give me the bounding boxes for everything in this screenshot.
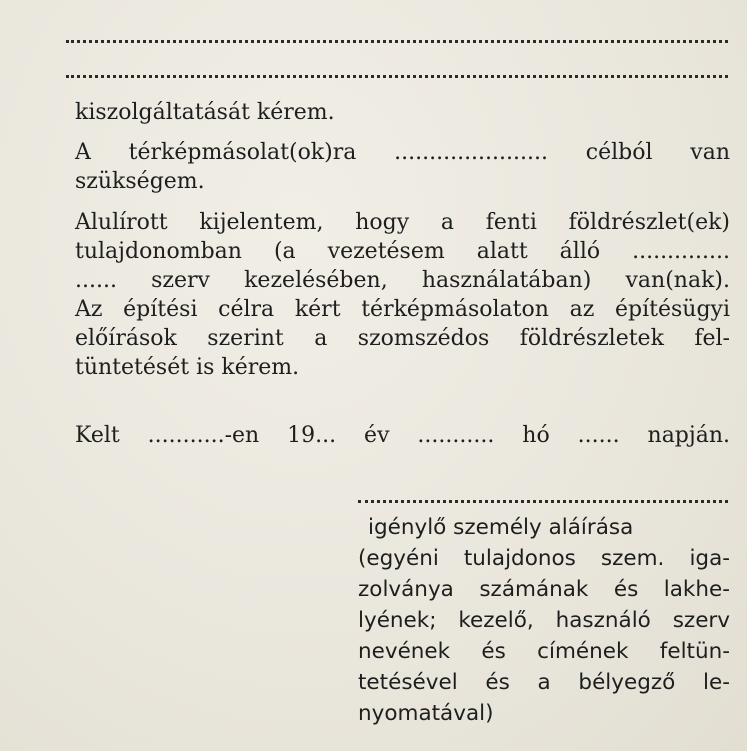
declaration-line-4: Az építési célra kért térképmásolaton az építésügyi xyxy=(75,297,730,322)
signature-caption-line-1: igénylő személy aláírása xyxy=(368,515,634,540)
signature-caption-line-3: zolványa számának és lakhe- xyxy=(358,577,730,602)
dotted-fill-line-1 xyxy=(66,40,728,43)
signature-caption xyxy=(358,512,730,729)
date-line xyxy=(75,421,730,450)
dotted-fill-line-2 xyxy=(66,75,728,78)
signature-caption-line-6: tetésével és a bélyegző le- xyxy=(358,670,730,695)
intro-text xyxy=(75,98,730,127)
signature-caption-line-2: (egyéni tulajdonos szem. iga- xyxy=(358,546,730,571)
signature-caption-line-4: lyének; kezelő, használó szerv xyxy=(358,608,730,633)
declaration-line-5: előírások szerint a szomszédos földrészletek fel- xyxy=(75,326,730,351)
declaration-line-3: ...... szerv kezelésében, használatában) van(nak). xyxy=(75,268,730,293)
purpose-paragraph xyxy=(75,138,730,196)
signature-caption-line-7: nyomatával) xyxy=(358,701,494,726)
signature-dotted-line xyxy=(358,500,728,503)
purpose-line-1: A térképmásolat(ok)ra ...................... célból van xyxy=(75,140,730,165)
signature-caption-line-5: nevének és címének feltün- xyxy=(358,639,730,664)
purpose-line-2: szükségem. xyxy=(75,169,205,194)
declaration-line-6: tüntetését is kérem. xyxy=(75,355,300,380)
declaration-line-2: tulajdonomban (a vezetésem alatt álló .............. xyxy=(75,239,730,264)
intro-line: kiszolgáltatását kérem. xyxy=(75,100,335,125)
kelt-text: Kelt ...........-en 19... év ........... hó ...... napján. xyxy=(75,423,730,448)
declaration-line-1: Alulírott kijelentem, hogy a fenti földrészlet(ek) xyxy=(75,210,730,235)
declaration-paragraph xyxy=(75,208,730,382)
